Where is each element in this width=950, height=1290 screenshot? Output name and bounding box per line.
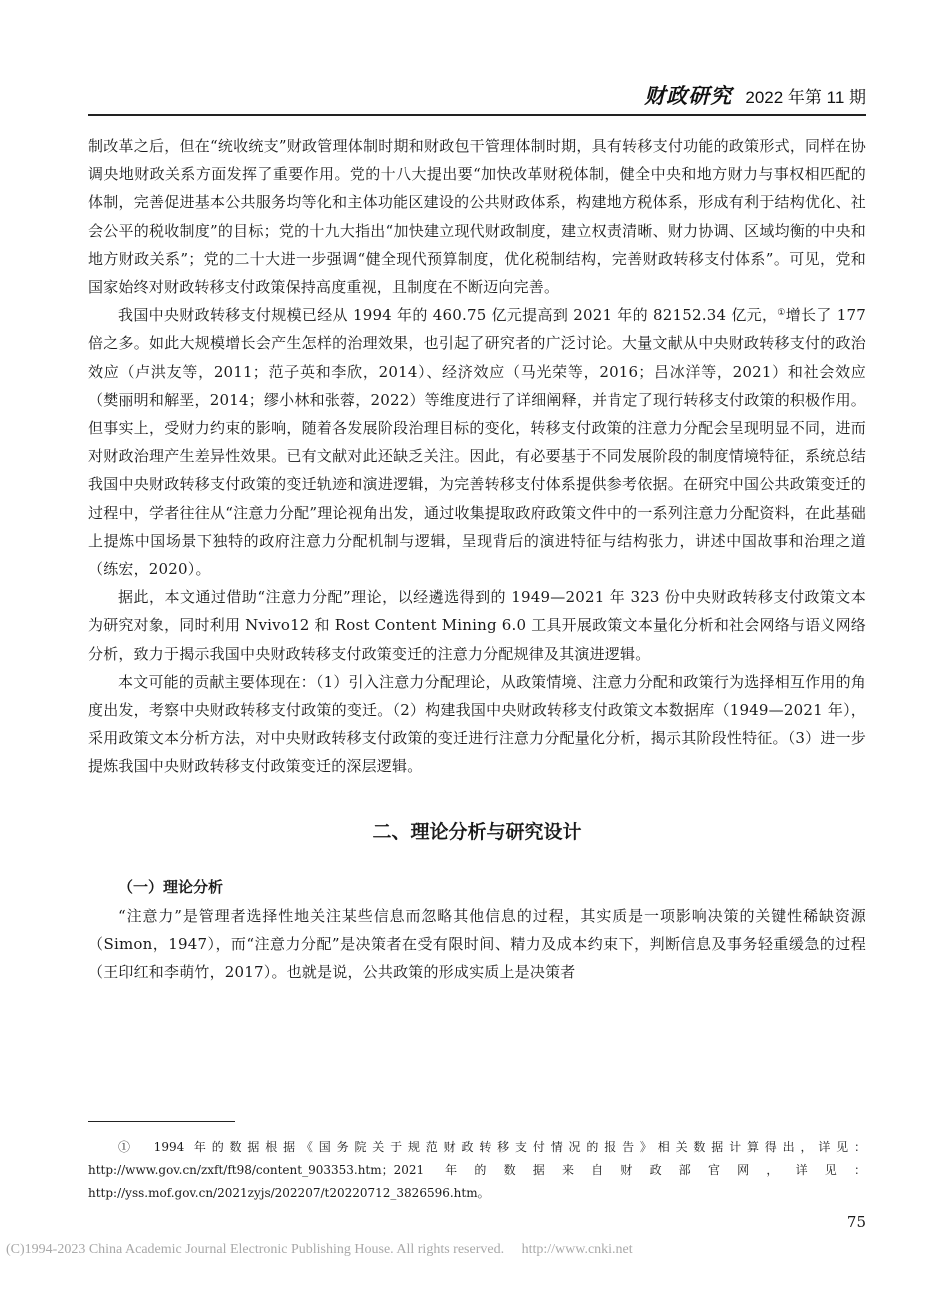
body-paragraph: “注意力”是管理者选择性地关注某些信息而忽略其他信息的过程，其实质是一项影响决策的关键性稀缺资源（Simon，1947），而“注意力分配”是决策者在受有限时间、精力及成本约束下，判断信息及事务轻重缓急的过程（王印红和李萌竹，2017）。也就是说，公共政策的形成实质上是决策者	[88, 906, 866, 982]
footnote-marker[interactable]: ①	[777, 308, 786, 319]
page-number: 75	[846, 1213, 866, 1231]
footnote: ① 1994 年的数据根据《国务院关于规范财政转移支付情况的报告》相关数据计算得出，详见：http://www.gov.cn/zxft/ft98/content_903353.htm；2021 年的数据来自财政部官网，详见：http://yss.mof.gov.cn/2021zyjs/202207/t20220712_3826596.htm。	[88, 1140, 866, 1200]
body-paragraph: 制改革之后，但在“统收统支”财政管理体制时期和财政包干管理体制时期，具有转移支付功能的政策形式，同样在协调央地财政关系方面发挥了重要作用。党的十八大提出要“加快改革财税体制，健全中央和地方财力与事权相匹配的体制，完善促进基本公共服务均等化和主体功能区建设的公共财政体系，构建地方税体系，形成有利于结构优化、社会公平的税收制度”的目标；党的十九大指出“加快建立现代财政制度，建立权责清晰、财力协调、区域均衡的中央和地方财政关系”；党的二十大进一步强调“健全现代预算制度，优化税制结构，完善财政转移支付体系”。可见，党和国家始终对财政转移支付政策保持高度重视，且制度在不断迈向完善。	[88, 137, 866, 297]
journal-logo: 财政研究	[644, 83, 733, 108]
issue-label: 2022 年第 11 期	[745, 88, 866, 107]
header-divider	[88, 114, 866, 116]
cnki-link[interactable]: http://www.cnki.net	[521, 1242, 633, 1257]
article-body	[88, 132, 866, 986]
running-header	[0, 80, 866, 110]
paragraph-text: 增长了 177 倍之多。如此大规模增长会产生怎样的治理效果，也引起了研究者的广泛讨论。大量文献从中央财政转移支付的政治效应（卢洪友等，2011；范子英和李欣，2014）、经济效应（马光荣等，2016；吕冰洋等，2021）和社会效应（樊丽明和解垩，2014；缪小林和张蓉，2022）等维度进行了详细阐释，并肯定了现行转移支付政策的积极作用。但事实上，受财力约束的影响，随着各发展阶段治理目标的变化，转移支付政策的注意力分配会呈现明显不同，进而对财政治理产生差异性效果。已有文献对此还缺乏关注。因此，有必要基于不同发展阶段的制度情境特征，系统总结我国中央财政转移支付政策的变迁轨迹和演进逻辑，为完善转移支付体系提供参考依据。在研究中国公共政策变迁的过程中，学者往往从“注意力分配”理论视角出发，通过收集提取政府政策文件中的一系列注意力分配资料，在此基础上提炼中国场景下独特的政府注意力分配机制与逻辑，呈现背后的演进特征与结构张力，讲述中国故事和治理之道（练宏，2020）。	[88, 306, 866, 579]
copyright-line	[0, 1242, 950, 1258]
paragraph-text: 我国中央财政转移支付规模已经从 1994 年的 460.75 亿元提高到 2021 年的 82152.34 亿元，	[118, 306, 778, 325]
body-paragraph: 本文可能的贡献主要体现在：（1）引入注意力分配理论，从政策情境、注意力分配和政策行为选择相互作用的角度出发，考察中央财政转移支付政策的变迁。（2）构建我国中央财政转移支付政策文本数据库（1949—2021 年），采用政策文本分析方法，对中央财政转移支付政策的变迁进行注意力分配量化分析，揭示其阶段性特征。（3）进一步提炼我国中央财政转移支付政策变迁的深层逻辑。	[88, 672, 866, 776]
body-paragraph: 据此，本文通过借助“注意力分配”理论，以经遴选得到的 1949—2021 年 323 份中央财政转移支付政策文本为研究对象，同时利用 Nvivo12 和 Rost Content Mining 6.0 工具开展政策文本量化分析和社会网络与语义网络分析，致力于揭示我国中央财政转移支付政策变迁的注意力分配规律及其演进逻辑。	[88, 588, 866, 663]
subsection-heading: （一）理论分析	[118, 877, 224, 896]
footnote-divider	[88, 1121, 235, 1122]
section-heading: 二、理论分析与研究设计	[372, 820, 582, 843]
copyright-notice: (C)1994-2023 China Academic Journal Electronic Publishing House. All rights reserved.	[6, 1242, 505, 1257]
body-paragraph	[88, 301, 866, 583]
